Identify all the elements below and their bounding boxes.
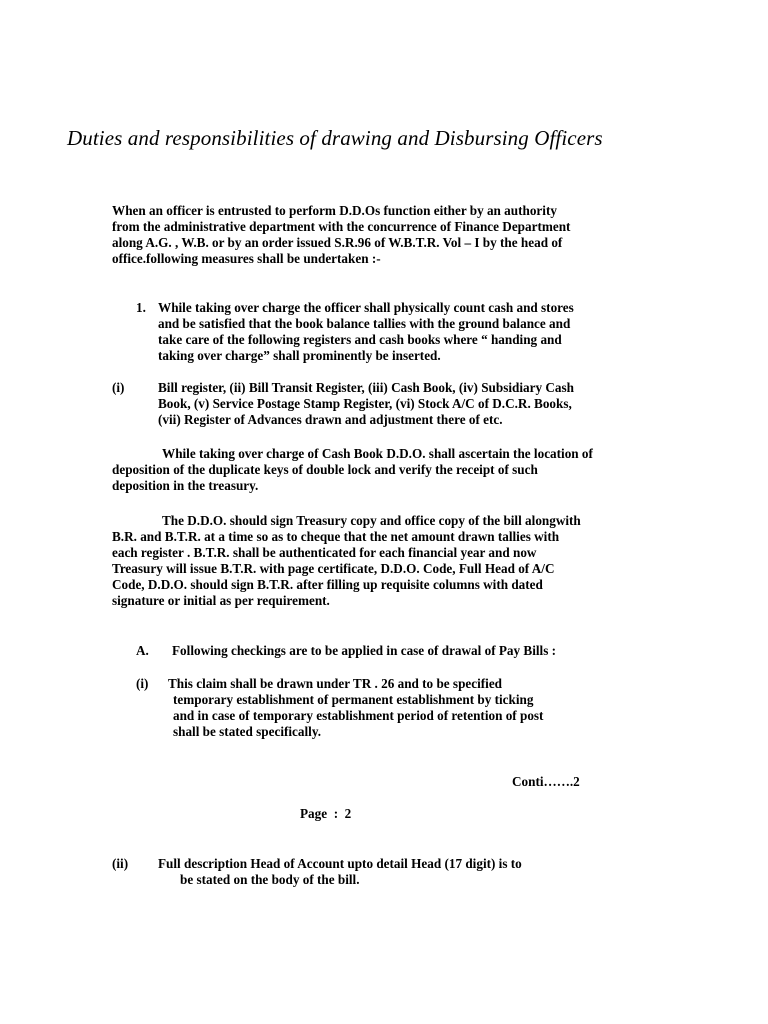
item-1-line: and be satisfied that the book balance tallies with the ground balance and [158, 316, 571, 331]
intro-line: along A.G. , W.B. or by an order issued S.R.96 of W.B.T.R. Vol – I by the head of [112, 235, 563, 250]
ddo-sign-line: The D.D.O. should sign Treasury copy and office copy of the bill alongwith [162, 513, 581, 528]
registers-line: Bill register, (ii) Bill Transit Register, (iii) Cash Book, (iv) Subsidiary Cash [158, 380, 574, 395]
cash-book-line: deposition in the treasury. [112, 478, 259, 493]
item-1-paragraph [158, 300, 574, 364]
clause-i-number: (i) [136, 676, 149, 691]
clause-i-line: shall be stated specifically. [173, 724, 321, 739]
clause-i-line: temporary establishment of permanent establishment by ticking [173, 692, 534, 707]
clause-ii-paragraph [158, 856, 522, 888]
clause-ii-line: be stated on the body of the bill. [180, 872, 360, 887]
item-1-line: take care of the following registers and cash books where “ handing and [158, 332, 562, 347]
cash-book-paragraph [112, 446, 593, 494]
section-a-heading: Following checkings are to be applied in case of drawal of Pay Bills : [172, 643, 557, 658]
ddo-sign-line: Treasury will issue B.T.R. with page certificate, D.D.O. Code, Full Head of A/C [112, 561, 555, 576]
page-number-label: Page : 2 [300, 806, 352, 821]
registers-list [158, 380, 574, 428]
ddo-sign-line: signature or initial as per requirement. [112, 593, 330, 608]
intro-line: When an officer is entrusted to perform D.D.Os function either by an authority [112, 203, 557, 218]
registers-line: Book, (v) Service Postage Stamp Register, (vi) Stock A/C of D.C.R. Books, [158, 396, 572, 411]
intro-line: office.following measures shall be undertaken :- [112, 251, 381, 266]
registers-number: (i) [112, 380, 125, 395]
registers-line: (vii) Register of Advances drawn and adjustment there of etc. [158, 412, 503, 427]
clause-i-line: This claim shall be drawn under TR . 26 and to be specified [168, 676, 503, 691]
clause-i-paragraph [168, 676, 543, 740]
clause-ii-line: Full description Head of Account upto detail Head (17 digit) is to [158, 856, 522, 871]
item-1-line: taking over charge” shall prominently be inserted. [158, 348, 441, 363]
item-1-line: While taking over charge the officer shall physically count cash and stores [158, 300, 574, 315]
ddo-sign-line: each register . B.T.R. shall be authenticated for each financial year and now [112, 545, 537, 560]
clause-ii-number: (ii) [112, 856, 129, 871]
cash-book-line: While taking over charge of Cash Book D.D.O. shall ascertain the location of [162, 446, 593, 461]
intro-line: from the administrative department with the concurrence of Finance Department [112, 219, 571, 234]
cash-book-line: deposition of the duplicate keys of double lock and verify the receipt of such [112, 462, 538, 477]
document-title: Duties and responsibilities of drawing and Disbursing Officers [67, 126, 603, 150]
ddo-sign-line: Code, D.D.O. should sign B.T.R. after filling up requisite columns with dated [112, 577, 543, 592]
clause-i-line: and in case of temporary establishment period of retention of post [173, 708, 544, 723]
section-a-letter: A. [136, 643, 149, 658]
item-1-number: 1. [136, 300, 146, 315]
ddo-sign-line: B.R. and B.T.R. at a time so as to cheque that the net amount drawn tallies with [112, 529, 560, 544]
intro-paragraph [112, 203, 570, 267]
ddo-sign-paragraph [112, 513, 581, 609]
continuation-marker: Conti…….2 [512, 774, 580, 789]
